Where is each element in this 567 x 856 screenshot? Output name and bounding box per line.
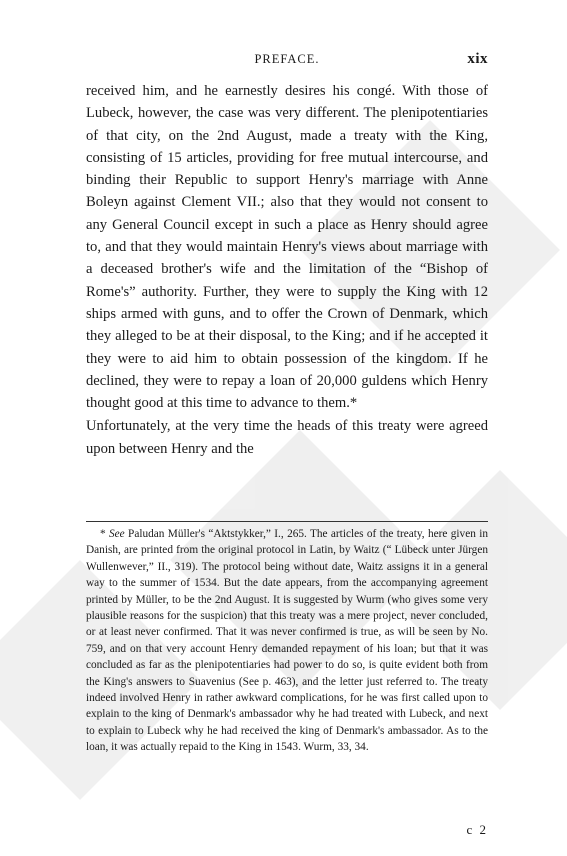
- header-title: PREFACE.: [254, 52, 320, 66]
- signature-mark: c 2: [466, 822, 488, 837]
- footnote-see: See: [109, 528, 125, 540]
- running-header: [86, 52, 488, 68]
- footnote: [86, 526, 488, 756]
- page-number: xix: [467, 51, 488, 67]
- body-paragraph: Unfortunately, at the very time the heads of this treaty were agreed upon between Henry and the: [86, 418, 488, 457]
- footnote-marker: *: [100, 528, 110, 540]
- main-text: [86, 80, 488, 460]
- body-paragraph: received him, and he earnestly desires his congé. With those of Lubeck, however, the case was very different. The plenipotentiaries of that city, on the 2nd August, made a treaty with the King, consisting of 15 articles, providing for free mutual intercourse, and binding their Republic to support Henry's marriage with Anne Boleyn against Clement VII.; also that they would not consent to any General Council except in such a place as Henry should agree to, and that they would maintain Henry's views about marriage with a deceased brother's wife and the limitation of the “Bishop of Rome's” authority. Further, they were to supply the King with 12 ships armed with guns, and to offer the Crown of Denmark, which they alleged to be at their disposal, to the King; and if he accepted it they were to aid him to obtain possession of the kingdom. If he declined, they were to repay a loan of 20,000 guldens which Henry thought good at this time to advance to them.*: [86, 83, 488, 412]
- footnote-text: Paludan Müller's “Aktstykker,” I., 265. The articles of the treaty, here given in Danish, are printed from the original protocol in Latin, by Waitz (“ Lübeck unter Jürgen Wullenwever,” II., 319). The protocol being without date, Waitz assigns it in a general way to the summer of 1534. But the date appears, from the accompanying agreement printed by Müller, to be the 2nd August. It is suggested by Wurm (who gives some very plausible reasons for the suspicion) that this treaty was a mere project, never concluded, or at least never confirmed. That it was never confirmed is true, as will be seen by No. 759, and on that very account Henry demanded repayment of his loan; but that it was concluded as far as the plenipotentiaries had power to do so, is quite evident both from the King's answers to Suavenius (See p. 463), and the letter just referred to. The treaty indeed involved Henry in rather awkward complications, for he was first called upon to explain to the king of Denmark's ambassador why he had treated with Lubeck, and next to explain to Lubeck why he had received the king of Denmark's ambassador. As to the loan, it was actually repaid to the King in 1543. Wurm, 33, 34.: [86, 528, 488, 754]
- footnote-paragraph: [86, 526, 488, 756]
- footnote-divider: [86, 521, 488, 522]
